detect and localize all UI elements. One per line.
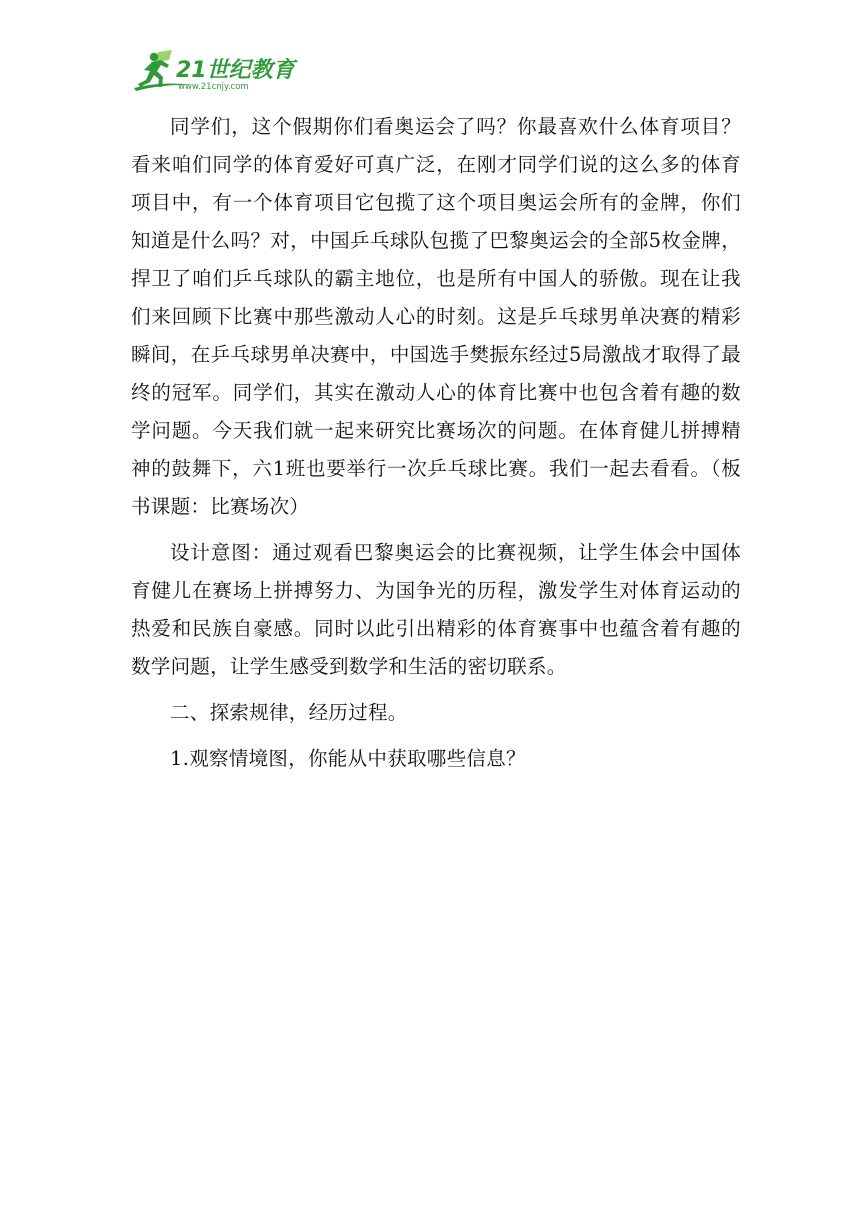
site-logo <box>132 48 302 94</box>
runner-logo-icon <box>132 48 302 94</box>
intro-paragraph: 同学们，这个假期你们看奥运会了吗？你最喜欢什么体育项目？看来咱们同学的体育爱好可真广泛，在刚才同学们说的这么多的体育项目中，有一个体育项目它包揽了这个项目奥运会所有的金牌，你们知道是什么吗？对，中国乒乓球队包揽了巴黎奥运会的全部5枚金牌，捍卫了咱们乒乓球队的霸主地位，也是所有中国人的骄傲。现在让我们来回顾下比赛中那些激动人心的时刻。这是乒乓球男单决赛的精彩瞬间，在乒乓球男单决赛中，中国选手樊振东经过5局激战才取得了最终的冠军。同学们，其实在激动人心的体育比赛中也包含着有趣的数学问题。今天我们就一起来研究比赛场次的问题。在体育健儿拼搏精神的鼓舞下，六1班也要举行一次乒乓球比赛。我们一起去看看。（板书课题：比赛场次） <box>131 115 741 518</box>
logo-text: 21世纪教育 <box>176 58 295 83</box>
section-heading: 二、探索规律，经历过程。 <box>170 701 408 724</box>
logo-url-text: www.21cnjy.com <box>178 82 249 92</box>
design-intent-paragraph: 设计意图：通过观看巴黎奥运会的比赛视频，让学生体会中国体育健儿在赛场上拼搏努力、为国争光的历程，激发学生对体育运动的热爱和民族自豪感。同时以此引出精彩的体育赛事中也蕴含着有趣的数学问题，让学生感受到数学和生活的密切联系。 <box>131 541 741 678</box>
document-body <box>131 108 741 778</box>
question-item: 1.观察情境图，你能从中获取哪些信息？ <box>170 747 526 770</box>
